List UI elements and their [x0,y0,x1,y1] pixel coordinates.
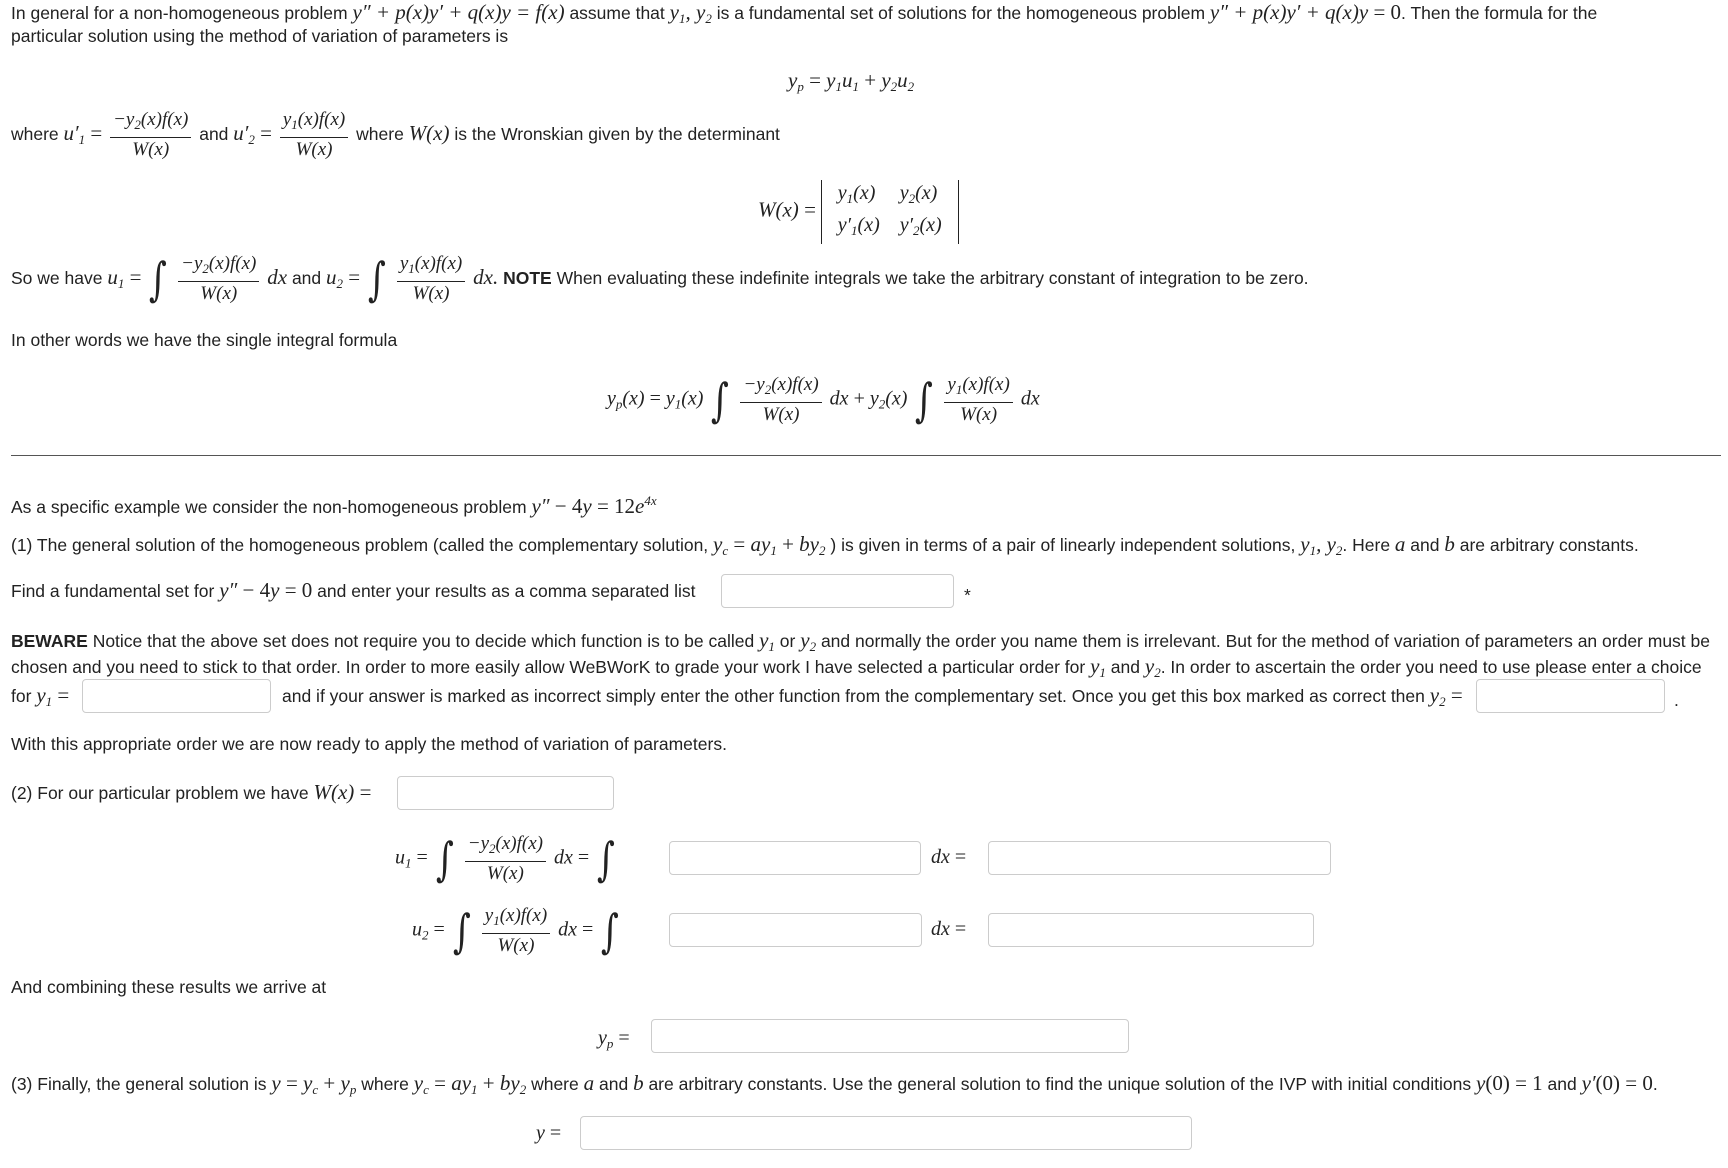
where-text: where [11,124,59,144]
beware-line-2: chosen and you need to stick to that order. In order to more easily allow WeBWorK to grade your work I have selected a particular order for $y_1$ and $y_2$. In order to ascertain the order you need to use please enter a choice [11,654,1702,680]
beware-label: BEWARE [11,631,88,651]
example-intro [11,488,657,520]
part1-text-d: and [1410,535,1440,555]
u1-result-input[interactable] [988,841,1331,875]
wronskian-determinant: $W(x) = y_1(x)$ $y_2(x)$ $y'_1(x)$ $y'_2(x)$ [758,180,959,244]
and-text-2: and [291,268,322,288]
u1-def: $u_1$ = [107,265,142,291]
u2-def: $u_2$ = [326,265,361,291]
homog-example-eq: y″ − 4y = 0 [219,578,313,602]
beware-text-1c: and normally the order you name them is irrelevant. But for the method of variation of parameters an order must be [820,631,1710,651]
period: . [1674,690,1679,710]
beware-line-3-a: for $y_1$ = [11,683,70,709]
so-we-have-line [11,252,1309,309]
single-formula-text: In other words we have the single integral formula [11,330,398,350]
u2-prime-fraction: $\frac{y_1(x)f(x)}{W(x)}$ [280,108,348,162]
integral-sign: ∫ [149,252,168,307]
beware-text-1: Notice that the above set does not require you to decide which function is to be called [92,631,755,651]
solution-pair: $y_1$, $y_2$ [669,0,712,26]
dx: dx. [473,265,499,289]
part3-text-a: (3) Finally, the general solution is [11,1074,267,1094]
part3-text-e: are arbitrary constants. Use the general solution to find the unique solution of the IVP with initial conditions [648,1074,1472,1094]
y2-input[interactable] [1476,679,1665,713]
note-text: When evaluating these indefinite integrals we take the arbitrary constant of integration to be zero. [556,268,1309,288]
where-line [11,108,780,165]
beware-text-2c: . In order to ascertain the order you need to use please enter a choice [1160,657,1702,677]
wronskian-label: W(x) = [313,780,372,804]
so-text: So we have [11,268,103,288]
general-equation: y″ + p(x)y′ + q(x)y = f(x) [352,0,565,24]
u2-dx-equals: dx = [931,918,967,940]
fundamental-set-input[interactable] [721,574,954,608]
part3-text-b: where [361,1074,409,1094]
u2-row: $u_2$ = ∫ $\frac{y_1(x)f(x)}{W(x)}$ dx = ∫ [412,904,620,958]
u1-prime-fraction: $\frac{-y_2(x)f(x)}{W(x)}$ [110,108,191,162]
find-fundamental-line [11,578,696,604]
beware-text-1b: or [779,631,796,651]
and-text: and [199,124,229,144]
part3-text-c: where [531,1074,579,1094]
u1-prime: $u'_1$ = [63,121,103,147]
wronskian-input[interactable] [397,776,614,810]
homogeneous-equation: y″ + p(x)y′ + q(x)y = 0 [1209,0,1402,24]
intro-text-d: . Then the formula for the [1401,3,1598,23]
intro-line-2: particular solution using the method of variation of parameters is [11,26,509,46]
part1-text-e: are arbitrary constants. [1459,535,1639,555]
note-label: NOTE [503,268,552,288]
u1-row: $u_1$ = ∫ $\frac{-y_2(x)f(x)}{W(x)}$ dx = ∫ [395,832,616,886]
combining-text: And combining these results we arrive at [11,977,327,997]
part3-line: (3) Finally, the general solution is $y = y_c + y_p$ where $y_c = ay_1 + by_2$ where a and b are arbitrary constants. Use the general solution to find the unique solution of the IVP with initial conditions y(0) = 1 and y′(0) = 0. [11,1071,1658,1097]
yp-label: $y_p$ = [598,1027,630,1051]
dx: dx [267,265,288,289]
wronskian-desc: is the Wronskian given by the determinant [454,124,780,144]
yc-def: $y_c = ay_1 + by_2$ [713,532,826,558]
part3-text-g: . [1652,1074,1658,1094]
part1-text-a: (1) The general solution of the homogeneous problem (called the complementary solution, [11,535,709,555]
required-star: * [964,585,971,605]
intro-text-a: In general for a non-homogeneous problem [11,3,348,23]
beware-text-2: chosen and you need to stick to that order. In order to more easily allow WeBWorK to grade your work I have selected a particular order for [11,657,1086,677]
find-text-a: Find a fundamental set for [11,581,215,601]
y-input[interactable] [580,1116,1192,1150]
example-intro-text: As a specific example we consider the non-homogeneous problem [11,497,527,517]
var-b: b [1444,532,1455,556]
yp-formula: $y_p = y_1u_1 + y_2u_2$ [788,68,915,94]
u1-integrand-input[interactable] [669,841,921,875]
y-label: y = [536,1122,562,1144]
intro-text-b: assume that [569,3,665,23]
part1-text-c: . Here [1342,535,1391,555]
ready-text: With this appropriate order we are now ready to apply the method of variation of parameters. [11,734,727,754]
part1-line [11,532,1639,563]
intro-text-c: is a fundamental set of solutions for the homogeneous problem [716,3,1206,23]
beware-text-2b: and [1110,657,1140,677]
part2-text: (2) For our particular problem we have [11,783,309,803]
y1-y2: $y_1$, $y_2$ [1300,532,1343,558]
part2-line [11,780,371,806]
var-a: a [1394,532,1406,556]
part3-text-f: and [1547,1074,1577,1094]
wronskian-symbol: W(x) [408,121,450,145]
u2-result-input[interactable] [988,913,1314,947]
u1-integrand: $\frac{-y_2(x)f(x)}{W(x)}$ [178,252,259,306]
u2-integrand: $\frac{y_1(x)f(x)}{W(x)}$ [397,252,465,306]
divider [11,455,1721,456]
example-equation: $y'' - 4y = 12e^{4x}$ [531,493,657,518]
integral-sign: ∫ [367,252,386,307]
beware-line-3-b: and if your answer is marked as incorrect simply enter the other function from the complementary set. Once you get this box marked as correct then $y_2$ = [282,683,1463,709]
u2-integrand-input[interactable] [669,913,922,947]
beware-text-3a: for [11,686,32,706]
where-text-2: where [356,124,404,144]
part1-text-b: ) is given in terms of a pair of linearly independent solutions, [830,535,1296,555]
u2-prime: $u'_2$ = [233,121,272,147]
find-text-b: and enter your results as a comma separated list [317,581,696,601]
part3-text-d: and [599,1074,629,1094]
u1-dx-equals: dx = [931,846,967,868]
beware-text-3b: and if your answer is marked as incorrect simply enter the other function from the complementary set. Once you get this box marked as correct then [282,686,1425,706]
yp-input[interactable] [651,1019,1129,1053]
y1-input[interactable] [82,679,271,713]
single-integral-formula: $y_p(x) = y_1(x)$ ∫ $\frac{-y_2(x)f(x)}{W(x)}$ dx + $y_2(x)$ ∫ $\frac{y_1(x)f(x)}{W(x)}$ dx [607,373,1040,427]
beware-line-1: BEWARE Notice that the above set does not require you to decide which function is to be called $y_1$ or $y_2$ and normally the order you name them is irrelevant. But for the method of variation of parameters an order must be [11,628,1710,654]
